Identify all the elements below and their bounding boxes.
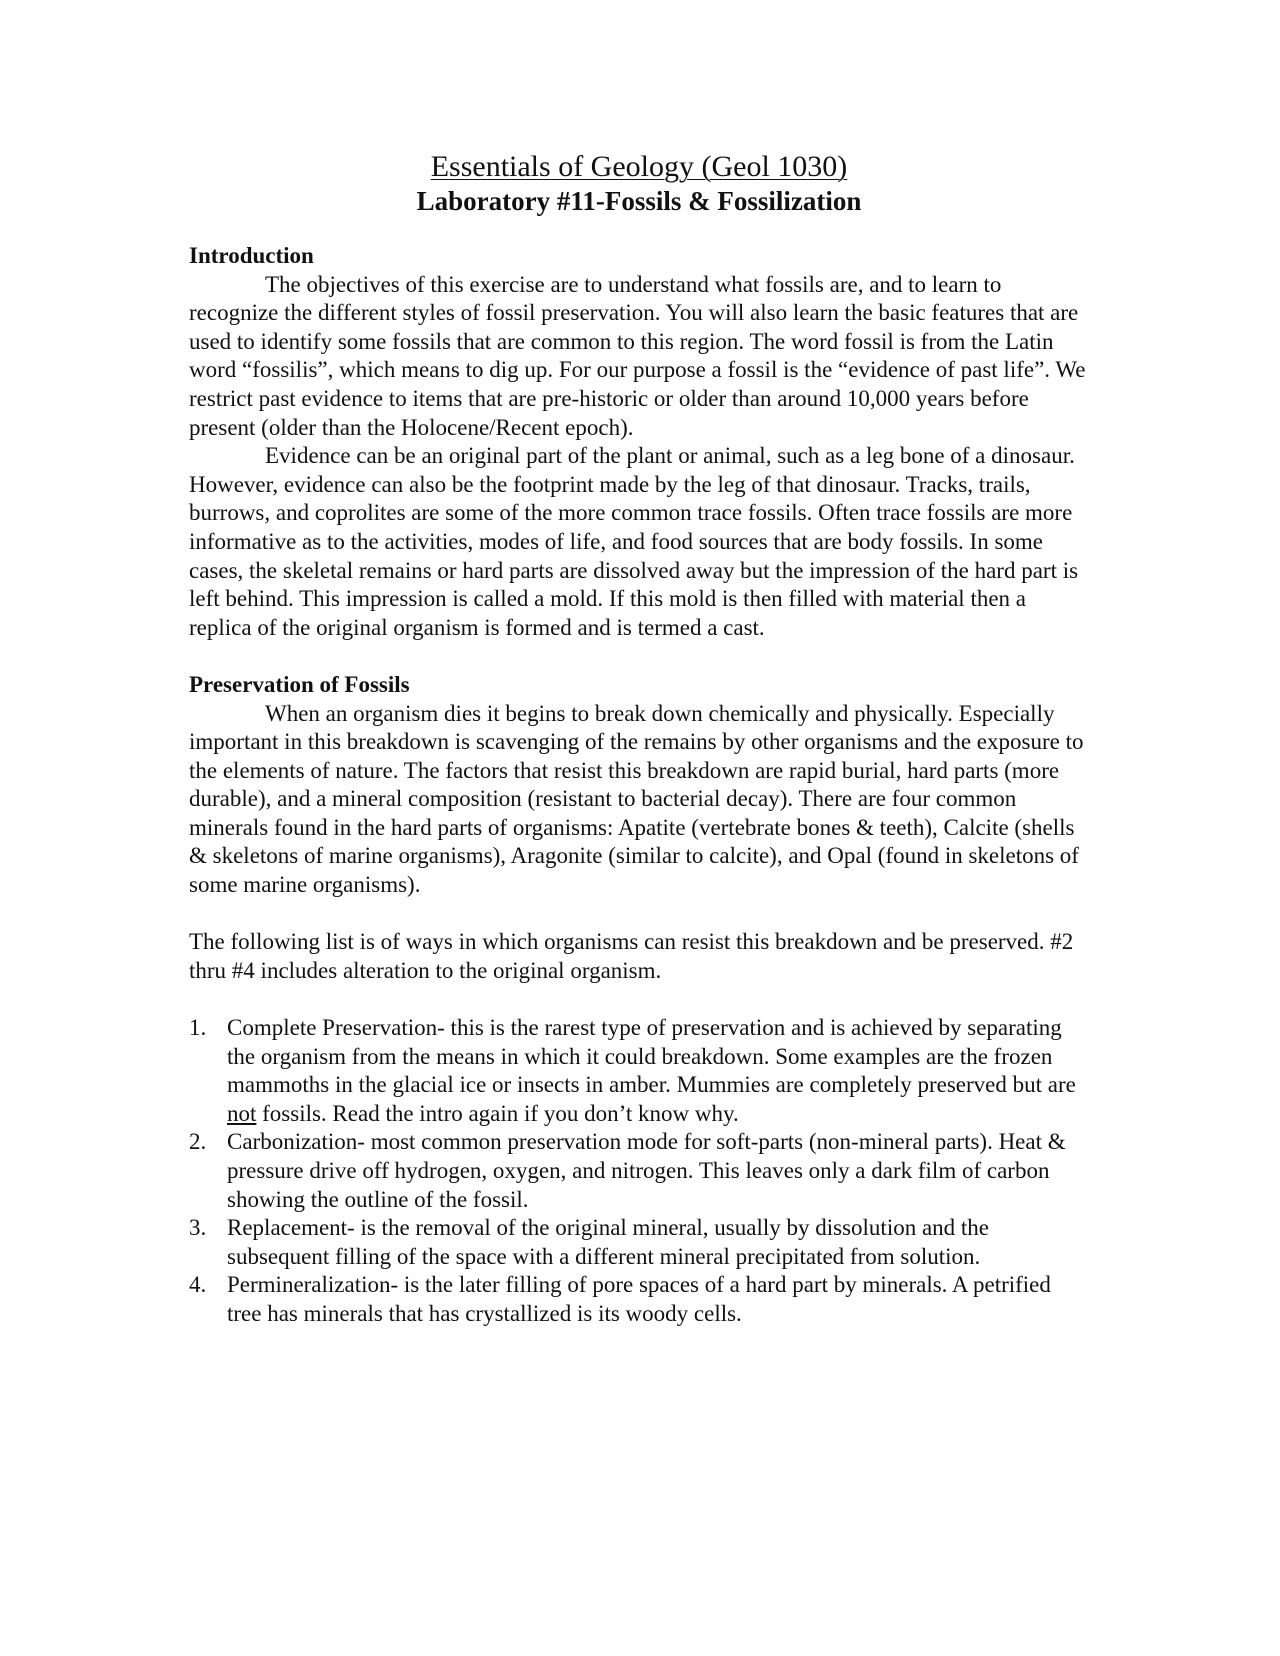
preservation-heading: Preservation of Fossils (189, 671, 410, 697)
list-item (189, 1214, 1089, 1271)
spacer (189, 900, 1089, 929)
introduction-section (189, 242, 1089, 642)
list-item-number: 1. (189, 1015, 207, 1041)
preservation-paragraph: The following list is of ways in which organisms can resist this breakdown and be preserved. #2 thru #4 includes alteration to the original organism. (189, 929, 1074, 983)
list-item-text: Permineralization- is the later filling of pore spaces of a hard part by minerals. A petrified tree has minerals that has crystallized is its woody cells. (227, 1272, 1051, 1326)
underlined-word: not (227, 1100, 257, 1126)
spacer (189, 642, 1089, 671)
list-item (189, 1128, 1089, 1214)
list-item (189, 1271, 1089, 1328)
list-item-text: Replacement- is the removal of the original mineral, usually by dissolution and the subsequent filling of the space with a different mineral precipitated from solution. (227, 1215, 990, 1269)
document-page (189, 150, 1089, 1329)
list-item (189, 1014, 1089, 1128)
preservation-list (189, 1014, 1089, 1329)
lab-title: Laboratory #11-Fossils & Fossilization (416, 186, 862, 216)
list-item-number: 2. (189, 1129, 207, 1155)
list-item-number: 4. (189, 1272, 207, 1298)
introduction-paragraph: The objectives of this exercise are to understand what fossils are, and to learn to recognize the different styles of fossil preservation. You will also learn the basic features that are used to identify some fossils that are common to this region. The word fossil is from the Latin word “fossilis”, which means to dig up. For our purpose a fossil is the “evidence of past life”. We restrict past evidence to items that are pre-historic or older than around 10,000 years before present (older than the Holocene/Recent epoch). (189, 271, 1086, 440)
preservation-section (189, 671, 1089, 1329)
introduction-heading: Introduction (189, 243, 314, 268)
introduction-paragraph: Evidence can be an original part of the plant or animal, such as a leg bone of a dinosaur. However, evidence can also be the footprint made by the leg of that dinosaur. Tracks, trails, burrows, and coprolites are some of the more common trace fossils. Often trace fossils are more informative as to the activities, modes of life, and food sources that are body fossils. In some cases, the skeletal remains or hard parts are dissolved away but the impression of the hard part is left behind. This impression is called a mold. If this mold is then filled with material then a replica of the original organism is formed and is termed a cast. (189, 443, 1079, 640)
list-item-text: Carbonization- most common preservation mode for soft-parts (non-mineral parts). Heat & pressure drive off hydrogen, oxygen, and nitrogen. This leaves only a dark film of carbon showing the outline of the fossil. (227, 1129, 1066, 1212)
list-item-text: Complete Preservation- this is the rarest type of preservation and is achieved by separating the organism from the means in which it could breakdown. Some examples are the frozen mammoths in the glacial ice or insects in amber. Mummies are completely preserved but are (227, 1015, 1076, 1098)
spacer (189, 985, 1089, 1014)
list-item-number: 3. (189, 1215, 207, 1241)
list-item-text: fossils. Read the intro again if you don’t know why. (256, 1100, 739, 1126)
preservation-paragraph: When an organism dies it begins to break down chemically and physically. Especially important in this breakdown is scavenging of the remains by other organisms and the exposure to the elements of nature. The factors that resist this breakdown are rapid burial, hard parts (more durable), and a mineral composition (resistant to bacterial decay). There are four common minerals found in the hard parts of organisms: Apatite (vertebrate bones & teeth), Calcite (shells & skeletons of marine organisms), Aragonite (similar to calcite), and Opal (found in skeletons of some marine organisms). (189, 700, 1084, 898)
course-title: Essentials of Geology (Geol 1030) (430, 150, 848, 183)
spacer (189, 218, 1089, 242)
